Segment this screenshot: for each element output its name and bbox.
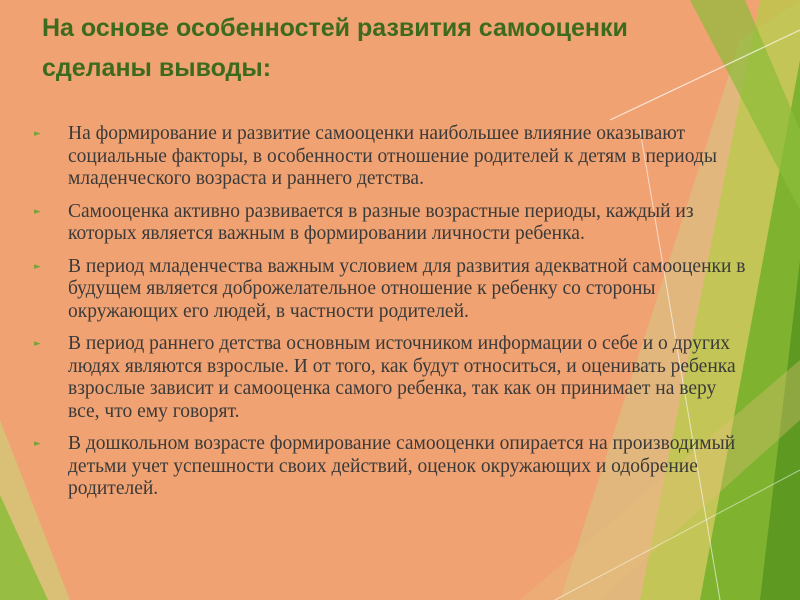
bullet-item	[34, 256, 749, 324]
bullet-text: На формирование и развитие самооценки наибольшее влияние оказывают социальные факторы, в особенности отношение родителей к детям в периоды младенческого возраста и раннего детства.	[68, 123, 717, 189]
bullet-item	[34, 123, 749, 191]
bullet-list	[34, 123, 749, 511]
bullet-item	[34, 201, 749, 246]
bullet-item	[34, 433, 749, 501]
triangle-bullet-icon: ►	[34, 339, 41, 349]
triangle-bullet-icon: ►	[34, 206, 41, 217]
triangle-bullet-icon: ►	[34, 129, 41, 139]
bullet-text: В дошкольном возрасте формирование самооценки опирается на производимый детьми учет успешности своих действий, оценок окружающих и одобрение родителей.	[68, 433, 736, 499]
bullet-text: В период младенчества важным условием для развития адекватной самооценки в будущем является доброжелательное отношение к ребенку со стороны окружающих его людей, в частности родителей.	[68, 255, 746, 322]
bullet-text: Самооценка активно развивается в разные возрастные периоды, каждый из которых является важным в формировании личности ребенка.	[68, 200, 694, 244]
bullet-text: В период раннего детства основным источником информации о себе и о других людях являются взрослые. И от того, как будут относиться, и оценивать ребенка взрослые зависит и самооценка самого ребенка, так как он принимает на веру все, что ему говорят.	[68, 333, 736, 422]
bullet-item	[34, 333, 749, 423]
triangle-bullet-icon: ►	[34, 439, 41, 449]
slide-title: На основе особенностей развития самооценки сделаны выводы:	[42, 14, 628, 82]
triangle-bullet-icon: ►	[34, 261, 41, 272]
